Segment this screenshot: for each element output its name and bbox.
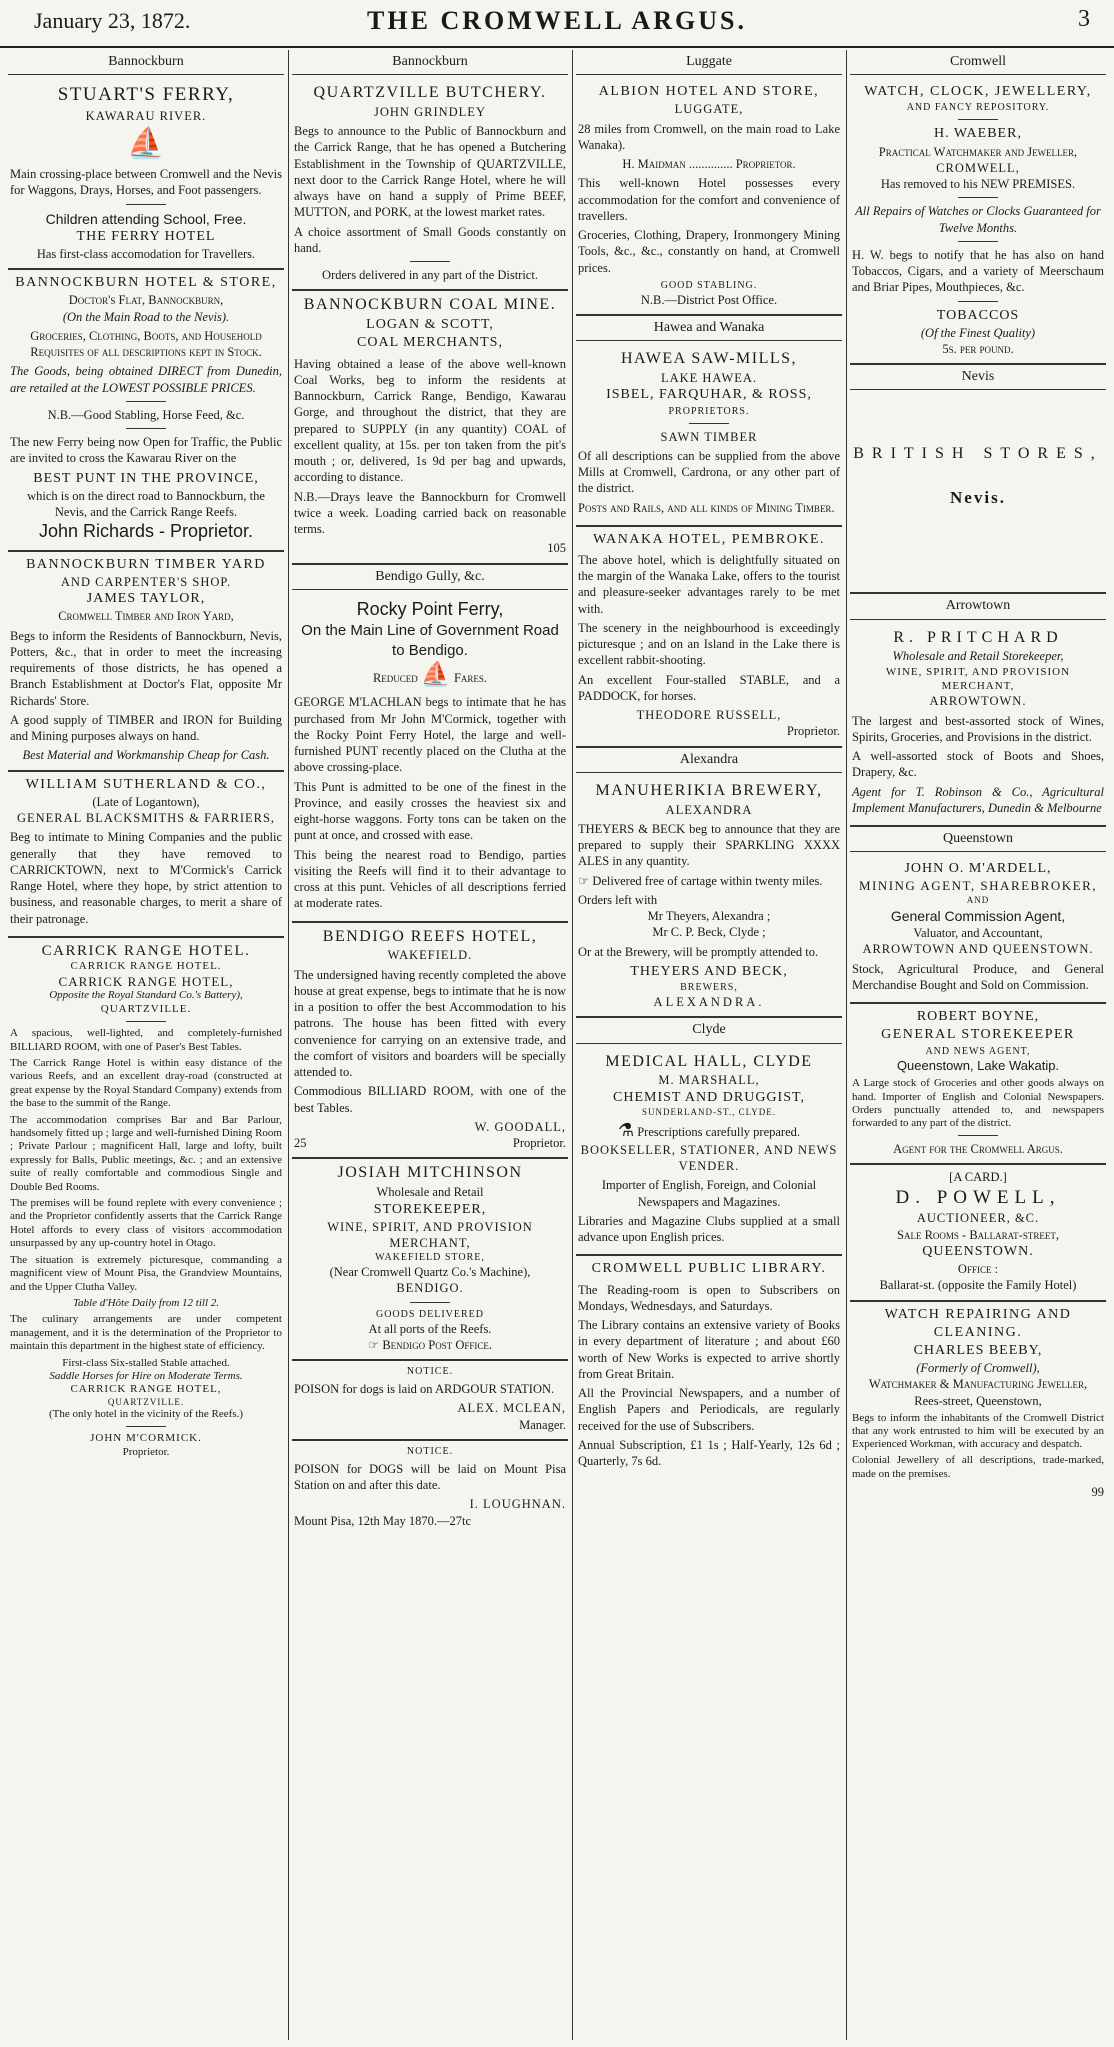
ad-body: This being the nearest road to Bendigo, parties visiting the Reefs will find it to their advantage to cross at this punt. Vehicles of all descriptions ferried at moderate rates. xyxy=(294,847,566,911)
ad-line xyxy=(294,660,566,691)
ad-subtitle: AND NEWS AGENT, xyxy=(925,1045,1031,1057)
ad-timber-yard xyxy=(8,552,284,772)
ad-stuarts-ferry xyxy=(8,79,284,270)
ad-body: The largest and best-assorted stock of Wines, Spirits, Groceries, and Provisions in the district. xyxy=(852,713,1104,744)
ad-line: ARROWTOWN AND QUEENSTOWN. xyxy=(862,942,1094,957)
ad-body: Begs to inform the Residents of Bannockburn, Nevis, Potters, &c., that in order to meet the increasing requirements of those districts, he has opened a Branch Establishment at Doctor's Flat, opposite Mr Richards' Store. xyxy=(10,628,282,708)
ad-line: COAL MERCHANTS, xyxy=(357,335,503,351)
ad-line: Orders delivered in any part of the District. xyxy=(322,268,538,283)
divider xyxy=(958,241,998,242)
ad-line: BENDIGO. xyxy=(396,1281,464,1296)
ad-coal-mine xyxy=(292,291,568,564)
ad-line xyxy=(294,1135,566,1151)
divider xyxy=(689,423,729,424)
ad-albion-hotel xyxy=(576,79,842,316)
ad-title: R. PRITCHARD xyxy=(893,628,1063,646)
ad-line: 5s. per pound. xyxy=(942,342,1014,356)
ad-title: BRITISH STORES, xyxy=(853,445,1103,463)
ad-line: Valuator, and Accountant, xyxy=(913,926,1043,941)
section-heading: Nevis xyxy=(850,365,1106,390)
ad-body: All the Provincial Newspapers, and a number of English Papers and Periodicals, are regularly received for the use of Subscribers. xyxy=(578,1386,840,1433)
ad-line: CHEMIST AND DRUGGIST, xyxy=(613,1089,805,1105)
ad-line xyxy=(578,1119,840,1142)
ad-line: ISBEL, FARQUHAR, & ROSS, xyxy=(606,387,812,403)
ad-title: MANUHERIKIA BREWERY, xyxy=(595,781,823,799)
section-heading: Clyde xyxy=(576,1018,842,1043)
ad-number: 99 xyxy=(1091,1484,1104,1499)
ad-line: CARRICK RANGE HOTEL, xyxy=(70,1383,222,1396)
ad-line: GENERAL BLACKSMITHS & FARRIERS, xyxy=(16,811,276,826)
ad-powell xyxy=(850,1165,1106,1301)
ad-line: Orders left with xyxy=(578,892,658,907)
ad-line: First-class Six-stalled Stable attached. xyxy=(62,1356,230,1369)
ad-title: D. POWELL, xyxy=(895,1186,1061,1208)
ad-title: QUARTZVILLE BUTCHERY. xyxy=(313,84,547,102)
ad-subtitle: LAKE HAWEA. xyxy=(660,371,758,386)
ad-subtitle: Wholesale and Retail xyxy=(376,1185,484,1200)
ad-line: N.B.—District Post Office. xyxy=(640,292,778,307)
ad-medical-hall xyxy=(576,1048,842,1257)
ad-body: GEORGE M'LACHLAN begs to intimate that he has purchased from Mr John M'Cormick, together with the Rocky Point Ferry Hotel, the large and well-furnished PUNT recently placed on the Clutha at the above crossing-place. xyxy=(294,695,566,775)
page-number: 3 xyxy=(1078,6,1090,32)
ad-body xyxy=(578,873,840,889)
ad-line: Office : xyxy=(957,1262,999,1277)
ad-pritchard xyxy=(850,624,1106,827)
divider xyxy=(126,1021,166,1022)
ad-body: The premises will be found replete with every convenience ; and the Proprietor confidently asserts that the Carrick Range Hotel affords to every class of visitors accommodation unsurpassed by any up-country hotel in Otago. xyxy=(10,1197,282,1250)
ad-title: ALBION HOTEL AND STORE, xyxy=(598,84,820,100)
ad-line: WINE, SPIRIT, AND PROVISION MERCHANT, xyxy=(885,665,1071,692)
section-heading: Bendigo Gully, &c. xyxy=(292,565,568,590)
ad-body: THEYERS & BECK beg to announce that they are prepared to supply their SPARKLING XXXX ALES in any quantity. xyxy=(578,821,840,869)
ad-subtitle: CARRICK RANGE HOTEL. xyxy=(70,960,222,973)
ad-body: The culinary arrangements are under competent management, and it is the determination of the Proprietor to maintain this department in the highest state of efficiency. xyxy=(10,1313,282,1353)
ad-line: Mr Theyers, Alexandra ; xyxy=(647,909,771,924)
section-heading: Bannockburn xyxy=(292,50,568,75)
ad-line: CROMWELL, xyxy=(936,160,1020,175)
ship-icon: ⛵ xyxy=(127,127,165,161)
ad-line: Cromwell Timber and Iron Yard, xyxy=(58,609,234,624)
ad-line: [A CARD.] xyxy=(949,1170,1007,1185)
ad-title: CROMWELL PUBLIC LIBRARY. xyxy=(591,1261,827,1277)
divider xyxy=(126,1426,166,1427)
ad-line: AUCTIONEER, &C. xyxy=(916,1211,1040,1226)
ad-role: Proprietor. xyxy=(512,1136,566,1151)
ad-title: BENDIGO REEFS HOTEL, xyxy=(322,927,538,945)
ad-title: WANAKA HOTEL, PEMBROKE. xyxy=(592,531,826,547)
ad-body: A spacious, well-lighted, and completely-furnished BILLIARD ROOM, with one of Paser's Best Tables. xyxy=(10,1027,282,1053)
ad-line: STOREKEEPER, xyxy=(373,1201,487,1217)
ad-line: ROBERT BOYNE, xyxy=(916,1009,1040,1025)
ad-body: Having obtained a lease of the above well-known Coal Works, beg to inform the residents at Bannockburn, Carrick Range, Bendigo, Kawarau Gorge, and throughout the district, that they are prepared to SUPPLY (in any quantity) COAL of excellent quality, at 15s. per ton taken from the pit's mouth ; or, delivered, 1s 9d per bag and upwards, according to distance. xyxy=(294,356,566,485)
ad-body: Or at the Brewery, will be promptly attended to. xyxy=(578,944,819,959)
ad-body: Beg to intimate to Mining Companies and the public generally that they have removed to CARRICKTOWN, next to M'Cormick's Carrick Range Hotel, where they hope, by strict attention to business, and reasonable charges, to merit a share of their patronage. xyxy=(10,830,282,926)
ad-line: JOHN M'CORMICK. xyxy=(90,1432,202,1445)
ad-line: QUEENSTOWN. xyxy=(922,1243,1034,1259)
column-divider xyxy=(572,50,573,2040)
ad-body: The Carrick Range Hotel is within easy distance of the various Reefs, and an excellent dray-road (constructed at great expense by the Royal Standard Company) extends from the base to the summit of the Range. xyxy=(10,1057,282,1110)
ad-subtitle: KAWARAU RIVER. xyxy=(85,108,207,123)
ad-line: (The only hotel in the vicinity of the Reefs.) xyxy=(49,1407,243,1420)
ad-line: N.B.—Good Stabling, Horse Feed, &c. xyxy=(47,407,245,422)
ad-notice-mount-pisa xyxy=(292,1441,568,1535)
ad-line: QUARTZVILLE. xyxy=(107,1396,185,1407)
ad-line: GOODS DELIVERED xyxy=(375,1308,485,1320)
ad-line: Proprietor. xyxy=(122,1445,170,1458)
ad-body: Stock, Agricultural Produce, and General Merchandise Bought and Sold on Commission. xyxy=(852,961,1104,992)
column-3 xyxy=(576,50,842,2040)
notice-label: NOTICE. xyxy=(406,1366,454,1378)
divider xyxy=(410,261,450,262)
ad-line: BEST PUNT IN THE PROVINCE, xyxy=(33,470,259,486)
ad-line xyxy=(294,1337,566,1353)
section-heading: Hawea and Wanaka xyxy=(576,316,842,341)
ad-line: ARROWTOWN. xyxy=(929,694,1027,709)
fares-label: Fares. xyxy=(453,671,488,686)
ad-line: Table d'Hôte Daily from 12 till 2. xyxy=(72,1296,220,1309)
ad-line: JOHN GRINDLEY xyxy=(374,104,486,119)
ad-line: Agent for the Cromwell Argus. xyxy=(893,1142,1063,1157)
ad-title: MEDICAL HALL, CLYDE xyxy=(605,1052,813,1070)
ad-public-library xyxy=(576,1256,842,1478)
ad-beeby xyxy=(850,1302,1106,1507)
ad-line: Ballarat-st. (opposite the Family Hotel) xyxy=(879,1278,1077,1293)
ad-body: The scenery in the neighbourhood is exceedingly picturesque ; and on an Island in the Lake there is excellent rabbit-shooting. xyxy=(578,620,840,668)
ad-title: GENERAL STOREKEEPER xyxy=(881,1027,1075,1043)
ad-line: BOOKSELLER, STATIONER, AND NEWS VENDER. xyxy=(580,1142,838,1174)
ad-body: The above hotel, which is delightfully situated on the margin of the Wanaka Lake, offers to the tourist and pleasure-seeker advantages rarely to be met with. xyxy=(578,552,840,616)
delivery-note: Delivered free of cartage within twenty miles. xyxy=(592,873,823,888)
ad-body: This well-known Hotel possesses every accommodation for the comfort and convenience of travellers. xyxy=(578,176,840,223)
pointing-hand-icon: ☞ xyxy=(367,1337,380,1352)
ad-line: Mr C. P. Beck, Clyde ; xyxy=(652,925,766,940)
ad-title: WATCH REPAIRING AND CLEANING. xyxy=(884,1306,1072,1340)
ad-line: GOOD STABLING. xyxy=(660,279,758,291)
ad-subtitle: LUGGATE, xyxy=(674,102,744,117)
ad-body: The new Ferry being now Open for Traffic, the Public are invited to cross the Kawarau River on the xyxy=(10,435,282,466)
ad-body: A Large stock of Groceries and other goods always on hand. Importer of English and Colonial Newspapers. Orders punctually attended to, and newspapers forwarded to any part of the district. xyxy=(852,1077,1104,1129)
ad-line: I. LOUGHNAN. xyxy=(469,1497,566,1512)
ad-body: The Goods, being obtained DIRECT from Dunedin, are retailed at the LOWEST POSSIBLE PRICES. xyxy=(10,364,282,395)
ad-body: A well-assorted stock of Boots and Shoes, Drapery, &c. xyxy=(852,749,1104,780)
ad-body: Annual Subscription, £1 1s ; Half-Yearly, 12s 6d ; Quarterly, 7s 6d. xyxy=(578,1437,840,1469)
ad-boyne xyxy=(850,1004,1106,1165)
ad-line: At all ports of the Reefs. xyxy=(368,1321,492,1336)
ad-title: WILLIAM SUTHERLAND & CO., xyxy=(25,776,267,792)
ad-line: which is on the direct road to Bannockburn, the Nevis, and the Carrick Range Reefs. xyxy=(27,488,265,520)
ad-body: Colonial Jewellery of all descriptions, trade-marked, made on the premises. xyxy=(852,1454,1104,1480)
newspaper-title: THE CROMWELL ARGUS. xyxy=(367,6,747,35)
column-divider xyxy=(846,50,847,2040)
ad-body: All Repairs of Watches or Clocks Guaranteed for Twelve Months. xyxy=(855,204,1101,235)
ad-line: H. WAEBER, xyxy=(934,126,1022,142)
ad-title: HAWEA SAW-MILLS, xyxy=(620,350,798,368)
ad-line: General Commission Agent, xyxy=(890,907,1066,924)
ad-line: BREWERS, xyxy=(680,982,738,994)
ad-body: Groceries, Clothing, Drapery, Ironmongery Mining Tools, &c., &c., constantly on hand, at Cromwell prices. xyxy=(578,228,840,275)
ad-wanaka-hotel xyxy=(576,527,842,748)
ad-body: POISON for DOGS will be laid on Mount Pisa Station on and after this date. xyxy=(294,1461,566,1493)
prescriptions-label: Prescriptions carefully prepared. xyxy=(637,1124,801,1139)
section-heading: Arrowtown xyxy=(850,594,1106,619)
ad-title: JOSIAH MITCHINSON xyxy=(337,1164,523,1182)
ad-line: M. MARSHALL, xyxy=(658,1073,760,1088)
ad-line: WINE, SPIRIT, AND PROVISION MERCHANT, xyxy=(327,1219,533,1250)
ad-line: Practical Watchmaker and Jeweller, xyxy=(878,144,1078,159)
ad-line: Nevis. xyxy=(950,488,1006,508)
pointing-hand-icon: ☞ xyxy=(578,873,590,888)
ad-line: CHARLES BEEBY, xyxy=(913,1342,1043,1358)
ad-subtitle: WAKEFIELD. xyxy=(387,948,473,963)
ad-line: THE FERRY HOTEL xyxy=(76,228,216,244)
ad-line: Watchmaker & Manufacturing Jeweller, xyxy=(868,1377,1088,1392)
ad-mitchinson xyxy=(292,1159,568,1361)
ad-subtitle: ALEXANDRA xyxy=(665,802,753,817)
section-heading: Cromwell xyxy=(850,50,1106,75)
ad-line: PROPRIETORS. xyxy=(668,405,750,417)
ad-line: Has removed to his NEW PREMISES. xyxy=(880,177,1076,192)
ad-line: LOGAN & SCOTT, xyxy=(366,317,494,333)
ad-line: ALEX. MCLEAN, xyxy=(457,1401,566,1416)
ad-line: Has first-class accomodation for Travellers. xyxy=(36,247,256,261)
ad-title: STUART'S FERRY, xyxy=(57,84,235,106)
column-1 xyxy=(8,50,284,2040)
ad-number: 25 xyxy=(294,1136,307,1151)
ad-line: TOBACCOS xyxy=(936,307,1020,323)
ad-title: BANNOCKBURN COAL MINE. xyxy=(303,296,557,314)
ad-body: Begs to announce to the Public of Bannockburn and the Carrick Range, that he has opened a Butchering Establishment in the Township of QUARTZVILLE, next door to the Carrick Range Hotel, where he will always have on hand a supply of Prime BEEF, MUTTON, and PORK, at the lowest market rates. xyxy=(294,124,566,220)
column-4 xyxy=(850,50,1106,2040)
divider xyxy=(126,428,166,429)
ad-body: Agent for T. Robinson & Co., Agricultural Implement Manufacturers, Dunedin & Melbourne xyxy=(852,784,1104,815)
ad-bannockburn-hotel xyxy=(8,270,284,552)
ad-title: CARRICK RANGE HOTEL. xyxy=(41,942,251,959)
ad-line: JAMES TAYLOR, xyxy=(86,591,206,607)
ad-line: QUARTZVILLE. xyxy=(100,1002,192,1015)
ship-icon: ⛵ xyxy=(420,662,451,689)
ad-line: CARRICK RANGE HOTEL, xyxy=(58,973,234,989)
section-heading: Luggate xyxy=(576,50,842,75)
ad-line: On the Main Line of Government Road to Bendigo. xyxy=(301,622,559,659)
divider xyxy=(958,119,998,120)
ad-subtitle: AND CARPENTER'S SHOP. xyxy=(60,574,232,589)
ad-carrick-range-hotel xyxy=(8,938,284,1465)
ad-body: Of all descriptions can be supplied from the above Mills at Cromwell, Cardrona, or any other part of the district. xyxy=(578,448,840,496)
ad-line: Sale Rooms - Ballarat-street, xyxy=(897,1227,1059,1242)
ad-line: ALEXANDRA. xyxy=(653,995,765,1010)
ad-line: (Of the Finest Quality) xyxy=(920,325,1036,340)
ad-body: Groceries, Clothing, Boots, and Household Requisites of all descriptions kept in Stock. xyxy=(30,328,262,360)
ad-mcardell xyxy=(850,856,1106,1004)
ad-subtitle: Doctor's Flat, Bannockburn, xyxy=(68,293,224,308)
ad-line: Proprietor. xyxy=(786,724,840,739)
ad-hawea-saw-mills xyxy=(576,345,842,526)
ad-body: An excellent Four-stalled STABLE, and a PADDOCK, for horses. xyxy=(578,672,840,703)
ad-body: Importer of English, Foreign, and Colonial Newspapers and Magazines. xyxy=(601,1178,817,1209)
ad-line: AND xyxy=(966,895,990,906)
ad-line: H. Maidman .............. Proprietor. xyxy=(622,157,796,172)
ad-line: WAKEFIELD STORE, xyxy=(375,1252,485,1264)
notice-label: NOTICE. xyxy=(406,1445,454,1457)
ad-body: The accommodation comprises Bar and Bar Parlour, handsomely fitted up ; large and well-furnished Dining Room ; Private Parlour ; magnificent Hall, large and lofty, built expressly for Balls, Public meetings, &c. ; and an extensive suite of really comfortable and commodious Single and Double Bed Rooms. xyxy=(10,1113,282,1193)
ad-body: The Library contains an extensive variety of Books in every department of literature ; and about £60 worth of New Works is expected to arrive shortly from Great Britain. xyxy=(578,1318,840,1381)
ad-body: This Punt is admitted to be one of the finest in the Province, and easily crosses the heaviest six and eight-horse waggons. Forty tons can be taken on the punt at once, and crossed with ease. xyxy=(294,779,566,843)
advert-columns xyxy=(8,50,1108,2040)
section-heading: Bannockburn xyxy=(8,50,284,75)
ad-title: MINING AGENT, SHAREBROKER, xyxy=(858,878,1098,894)
ad-title: BANNOCKBURN HOTEL & STORE, xyxy=(15,275,277,291)
mortar-pestle-icon: ⚗ xyxy=(617,1119,635,1140)
ad-body: A choice assortment of Small Goods constantly on hand. xyxy=(294,224,566,255)
ad-line: Manager. xyxy=(519,1417,566,1432)
ad-body: The undersigned having recently completed the above house at great expense, begs to intimate that he is now in a position to offer the best Accommodation to his patrons. The house has been fitted with every convenience for carrying on an extensive trade, and the comfort of visitors and boarders will be specially attended to. xyxy=(294,967,566,1080)
divider xyxy=(958,1135,998,1136)
ad-title: BANNOCKBURN TIMBER YARD xyxy=(26,556,266,572)
post-office-label: Bendigo Post Office. xyxy=(382,1337,493,1352)
ad-body: Posts and Rails, and all kinds of Mining Timber. xyxy=(578,500,835,515)
ad-body: POISON for dogs is laid on ARDGOUR STATION. xyxy=(294,1382,555,1397)
column-2 xyxy=(292,50,568,2040)
ad-subtitle: Wholesale and Retail Storekeeper, xyxy=(892,649,1064,664)
ad-body: H. W. begs to notify that he has also on hand Tobaccos, Cigars, and a variety of Meerschaum and Briar Pipes, Mouthpieces, &c. xyxy=(852,247,1104,295)
ad-bendigo-reefs-hotel xyxy=(292,923,568,1160)
ad-body: Commodious BILLIARD ROOM, with one of the best Tables. xyxy=(294,1084,566,1115)
ad-line: Mount Pisa, 12th May 1870.—27tc xyxy=(294,1513,472,1528)
divider xyxy=(958,301,998,302)
ad-rocky-point-ferry xyxy=(292,594,568,923)
ad-manuherikia-brewery xyxy=(576,777,842,1018)
ad-line: Opposite the Royal Standard Co.'s Battery), xyxy=(49,989,243,1002)
ad-notice-ardgour xyxy=(292,1361,568,1441)
divider xyxy=(126,204,166,205)
ad-quartzville-butchery xyxy=(292,79,568,291)
ad-title: WATCH, CLOCK, JEWELLERY, xyxy=(864,84,1092,100)
ad-line: Saddle Horses for Hire on Moderate Terms. xyxy=(49,1369,243,1382)
ad-number: 105 xyxy=(547,541,566,556)
ad-line: SAWN TIMBER xyxy=(660,429,758,444)
ad-subtitle: (Late of Logantown), xyxy=(92,794,200,809)
ad-line: Queenstown, Lake Wakatip. xyxy=(896,1057,1060,1073)
divider xyxy=(958,197,998,198)
divider xyxy=(410,1302,450,1303)
ad-waeber-watch xyxy=(850,79,1106,365)
ad-body: 28 miles from Cromwell, on the main road to Lake Wanaka). xyxy=(578,121,840,152)
masthead xyxy=(0,0,1114,48)
ad-line: W. GOODALL, xyxy=(474,1119,566,1134)
ad-body: A good supply of TIMBER and IRON for Building and Mining purposes always on hand. xyxy=(10,712,282,744)
ad-line: Rees-street, Queenstown, xyxy=(914,1393,1042,1408)
section-heading: Queenstown xyxy=(850,827,1106,852)
ad-british-stores xyxy=(850,394,1106,594)
ad-line: (Near Cromwell Quartz Co.'s Machine), xyxy=(329,1265,531,1280)
ad-body: Main crossing-place between Cromwell and the Nevis for Waggons, Drays, Horses, and Foot passengers. xyxy=(10,167,282,198)
ad-line: JOHN O. M'ARDELL, xyxy=(904,861,1052,877)
issue-date: January 23, 1872. xyxy=(34,8,191,33)
ad-body: N.B.—Drays leave the Bannockburn for Cromwell twice a week. Loading carried back on reasonable terms. xyxy=(294,489,566,537)
ad-line: THEYERS AND BECK, xyxy=(630,963,788,979)
ad-line: THEODORE RUSSELL, xyxy=(636,708,782,723)
ad-title: Rocky Point Ferry, xyxy=(356,598,504,619)
ad-line: (Formerly of Cromwell), xyxy=(916,1361,1040,1376)
ad-line: Children attending School, Free. xyxy=(45,210,247,227)
ad-body: Libraries and Magazine Clubs supplied at a small advance upon English prices. xyxy=(578,1213,840,1245)
ad-body: The situation is extremely picturesque, commanding a magnificent view of Mount Pisa, the Grandview Mountains, and the Upper Clutha Valley. xyxy=(10,1253,282,1293)
column-divider xyxy=(288,50,289,2040)
ad-body: Begs to inform the inhabitants of the Cromwell District that any work entrusted to him will be executed by an Experienced Workman, with accuracy and despatch. xyxy=(852,1411,1104,1451)
ad-line: Best Material and Workmanship Cheap for Cash. xyxy=(22,748,270,763)
divider xyxy=(126,401,166,402)
section-heading: Alexandra xyxy=(576,748,842,773)
ad-sutherland xyxy=(8,772,284,938)
ad-subtitle: AND FANCY REPOSITORY. xyxy=(906,102,1050,114)
reduced-label: Reduced xyxy=(372,671,418,686)
ad-line: (On the Main Road to the Nevis). xyxy=(62,309,230,324)
ad-line: John Richards - Proprietor. xyxy=(38,521,254,542)
ad-line: SUNDERLAND-ST., CLYDE. xyxy=(642,1106,776,1117)
ad-body: The Reading-room is open to Subscribers on Mondays, Wednesdays, and Saturdays. xyxy=(578,1282,840,1313)
